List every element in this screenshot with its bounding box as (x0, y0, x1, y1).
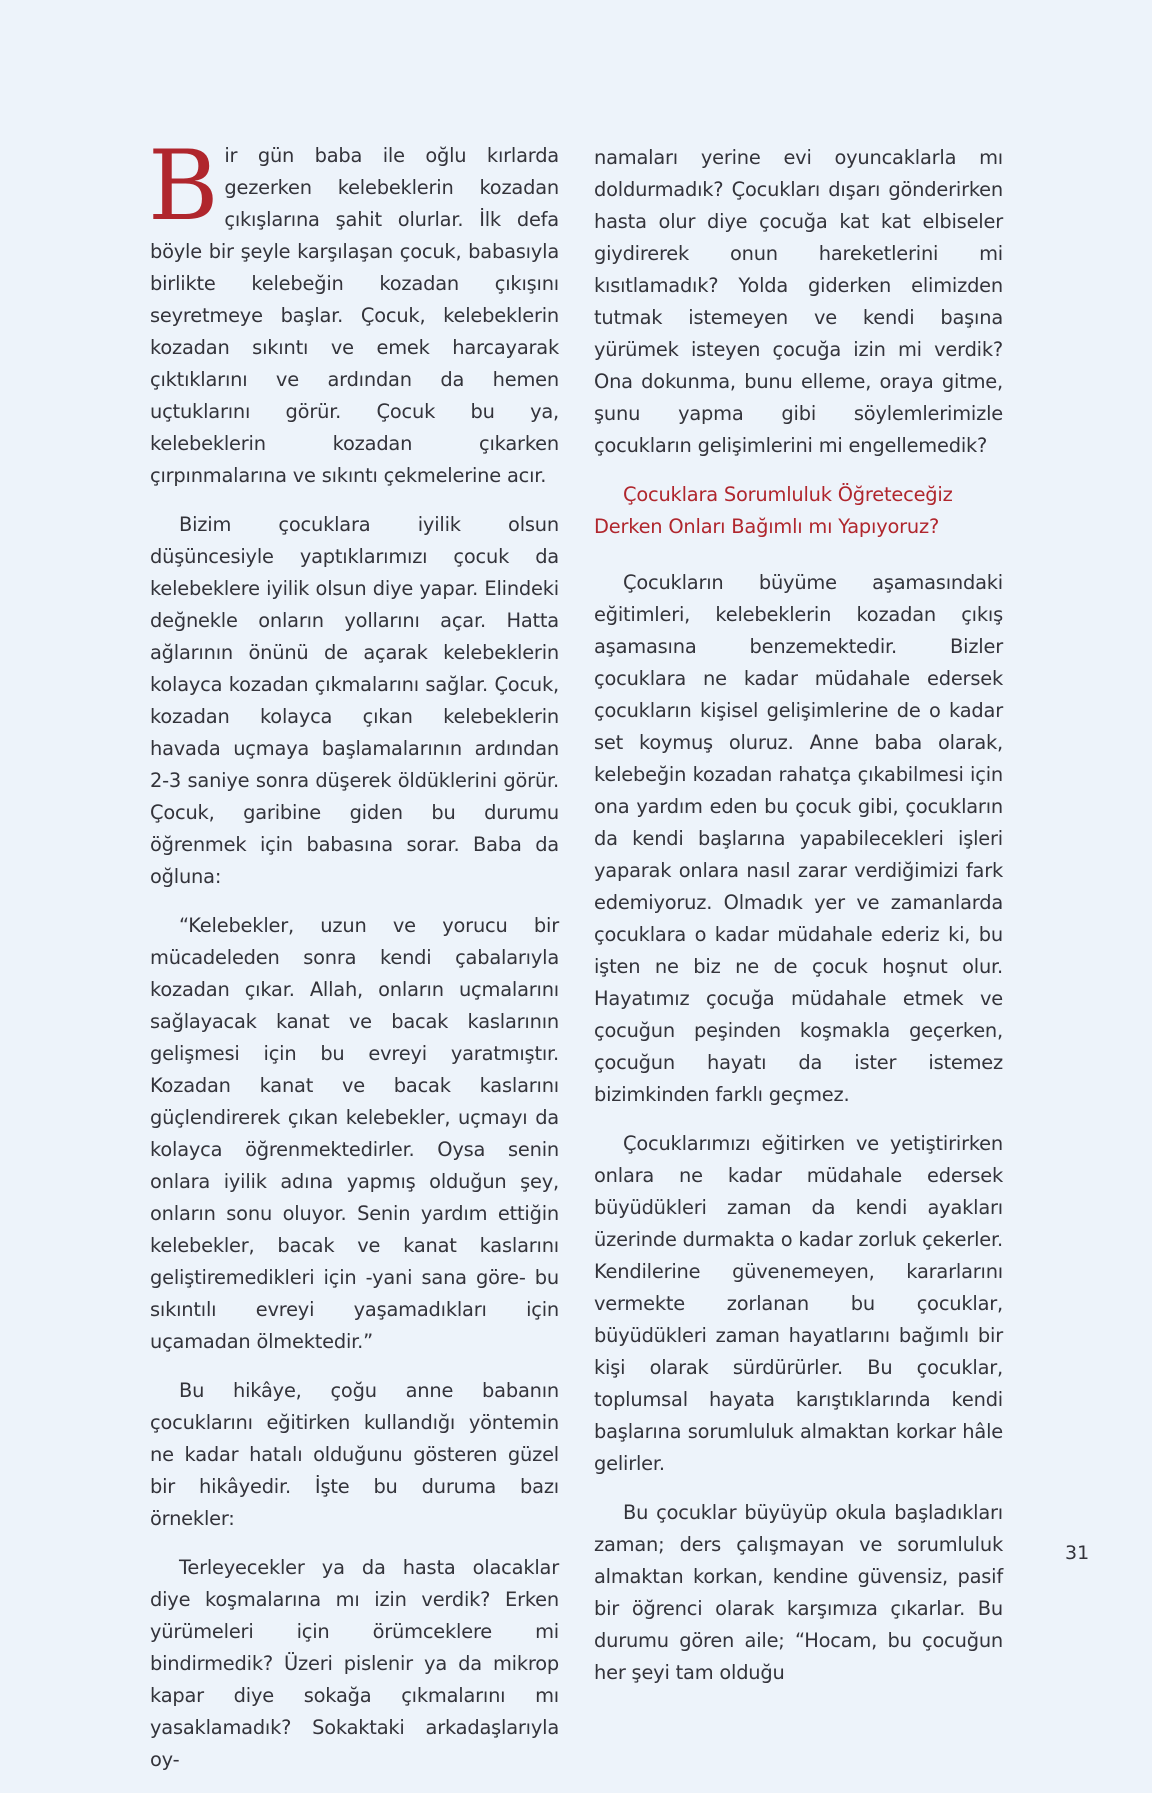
paragraph: Bu çocuklar büyüyüp okula başladıkları zaman; ders çalışmayan ve sorumluluk almaktan korkan, kendine güvensiz, pasif bir öğrenci olarak karşımıza çıkarlar. Bu durumu gören aile; “Hocam, bu çocuğun her şeyi tam olduğu (594, 1501, 1003, 1684)
right-column (594, 142, 1003, 1706)
paragraph: Çocuklarımızı eğitirken ve yetiştirirken onlara ne kadar müdahale edersek büyüdükleri zaman da kendi ayakları üzerinde durmakta o kadar zorluk çekerler. Kendilerine güvenemeyen, kararlarını vermekte zorlanan bu çocuklar, büyüdükleri zaman hayatlarını bağımlı bir kişi olarak sürdürürler. Bu çocuklar, toplumsal hayata karıştıklarında kendi başlarına sorumluluk almaktan korkar hâle gelirler. (594, 1132, 1003, 1475)
intro-text: ir gün baba ile oğlu kırlarda gezerken kelebeklerin kozadan çıkışlarına şahit olurlar. İlk defa böyle bir şeyle karşılaşan çocuk, babasıyla birlikte kelebeğin kozadan çıkışını seyretmeye başlar. Çocuk, kelebeklerin kozadan sıkıntı ve emek harcayarak çıktıklarını ve ardından da hemen uçtuklarını görür. Çocuk bu ya, kelebeklerin kozadan çıkarken çırpınmalarına ve sıkıntı çekmelerine acır. (150, 144, 559, 487)
page-number: 31 (1065, 1542, 1090, 1564)
paragraph: Bu hikâye, çoğu anne babanın çocuklarını eğitirken kullandığı yöntemin ne kadar hatalı olduğunu gösteren güzel bir hikâyedir. İşte bu duruma bazı örnekler: (150, 1379, 559, 1530)
paragraph: namaları yerine evi oyuncaklarla mı doldurmadık? Çocukları dışarı gönderirken hasta olur diye çocuğa kat kat elbiseler giydirerek onun hareketlerini mi kısıtlamadık? Yolda giderken elimizden tutmak istemeyen ve kendi başına yürümek isteyen çocuğa izin mi verdik? Ona dokunma, bunu elleme, oraya gitme, şunu yapma gibi söylemlerimizle çocukların gelişimlerini mi engellemedik? (594, 146, 1003, 457)
paragraph: Terleyecekler ya da hasta olacaklar diye koşmalarına mı izin verdik? Erken yürümeleri için örümceklere mi bindirmedik? Üzeri pislenir ya da mikrop kapar diye sokağa çıkmalarını mı yasaklamadık? Sokaktaki arkadaşlarıyla oy- (150, 1556, 559, 1771)
drop-cap: B (148, 130, 219, 242)
section-heading: Çocuklara Sorumluluk Öğreteceğiz Derken Onları Bağımlı mı Yapıyoruz? (594, 483, 953, 538)
left-column (148, 130, 559, 1793)
paragraph: Çocukların büyüme aşamasındaki eğitimleri, kelebeklerin kozadan çıkış aşamasına benzemektedir. Bizler çocuklara ne kadar müdahale edersek çocukların kişisel gelişimlerine de o kadar set koymuş oluruz. Anne baba olarak, kelebeğin kozadan rahatça çıkabilmesi için ona yardım eden bu çocuk gibi, çocukların da kendi başlarına yapabilecekleri işleri yaparak onlara nasıl zarar verdiğimizi fark edemiyoruz. Olmadık yer ve zamanlarda çocuklara o kadar müdahale ederiz ki, bu işten ne biz ne de çocuk hoşnut olur. Hayatımız çocuğa müdahale etmek ve çocuğun peşinden koşmakla geçerken, çocuğun hayatı da ister istemez bizimkinden farklı geçmez. (594, 571, 1003, 1106)
paragraph: Bizim çocuklara iyilik olsun düşüncesiyle yaptıklarımızı çocuk da kelebeklere iyilik olsun diye yapar. Elindeki değnekle onların yollarını açar. Hatta ağlarının önünü de açarak kelebeklerin kolayca kozadan çıkmalarını sağlar. Çocuk, kozadan kolayca çıkan kelebeklerin havada uçmaya başlamalarının ardından 2-3 saniye sonra düşerek öldüklerini görür. Çocuk, garibine giden bu durumu öğrenmek için babasına sorar. Baba da oğluna: (150, 513, 559, 888)
intro-paragraph (148, 130, 559, 492)
quote-paragraph: “Kelebekler, uzun ve yorucu bir mücadeleden sonra kendi çabalarıyla kozadan çıkar. Allah, onların uçmalarını sağlayacak kanat ve bacak kaslarının gelişmesi için bu evreyi yaratmıştır. Kozadan kanat ve bacak kaslarını güçlendirerek çıkan kelebekler, uçmayı da kolayca öğrenmektedirler. Oysa senin onlara iyilik adına yapmış olduğun şey, onların sonu oluyor. Senin yardım ettiğin kelebekler, bacak ve kanat kaslarını geliştiremedikleri için -yani sana göre- bu sıkıntılı evreyi yaşamadıkları için uçamadan ölmektedir.” (150, 914, 559, 1353)
